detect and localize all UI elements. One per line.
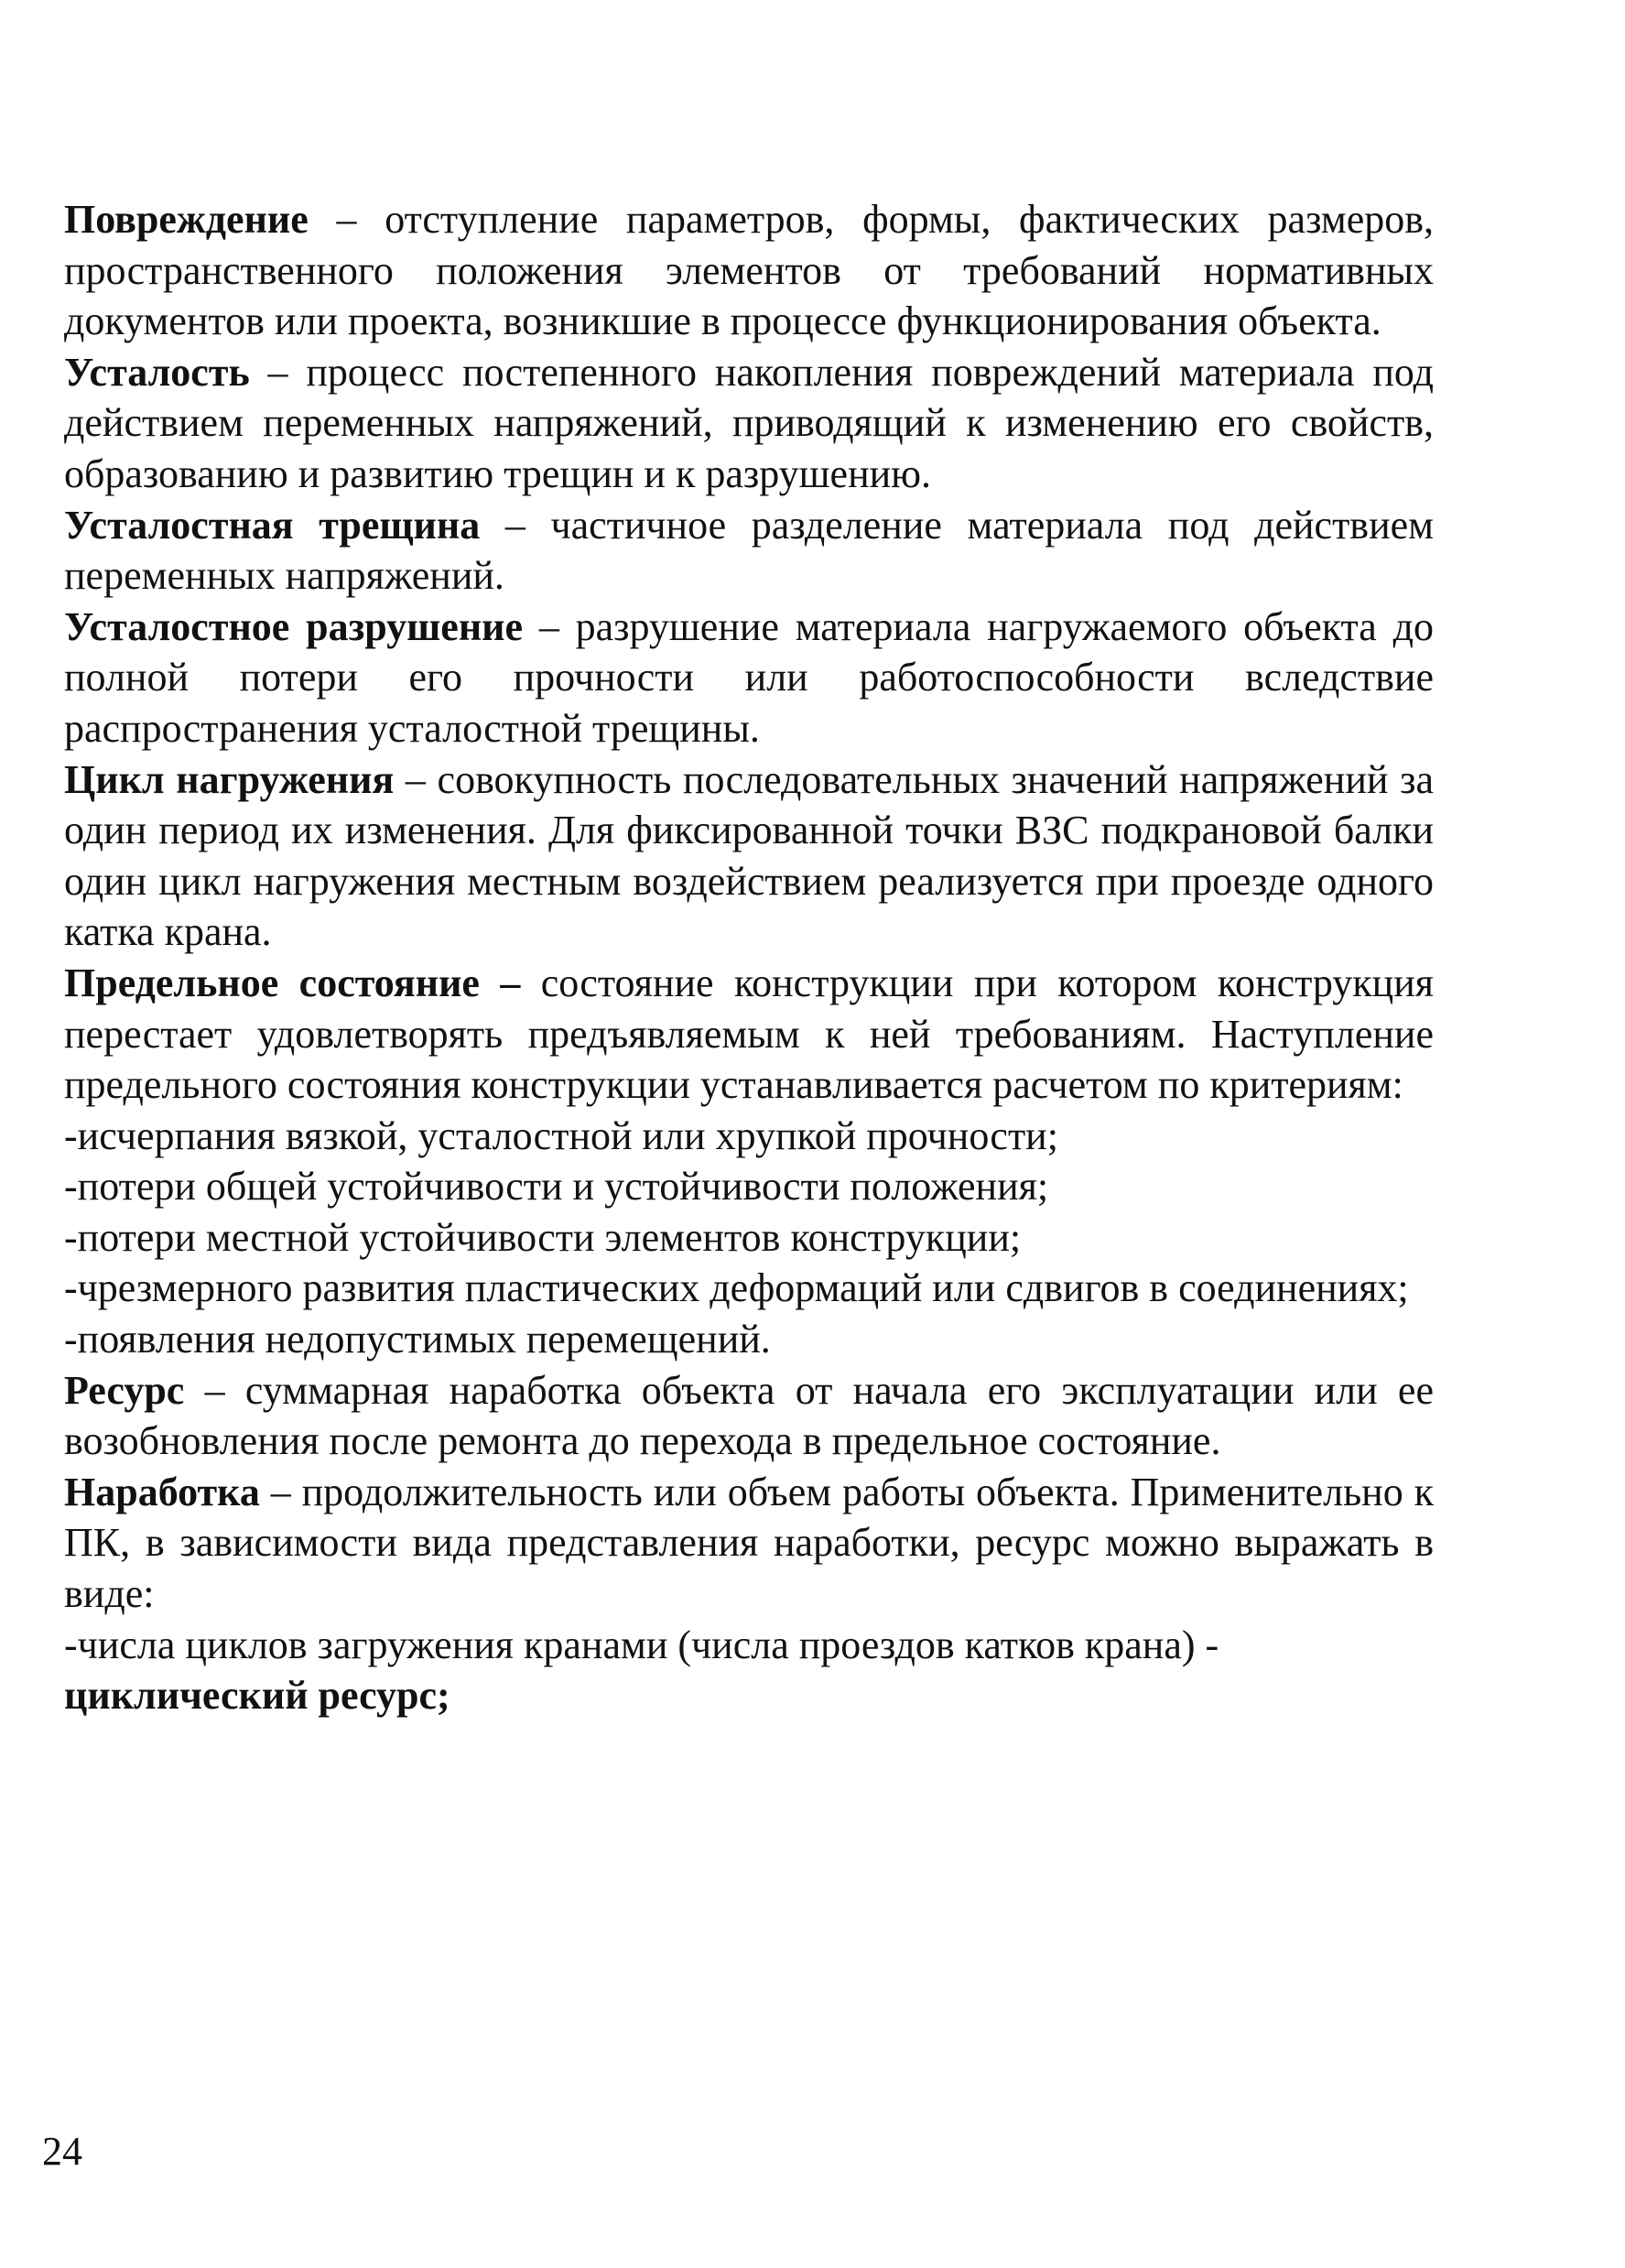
definition-operating-time-text: – продолжительность или объем работы объекта. Применительно к ПК, в зависимости вида представления наработки, ресурс можно выражать в виде: <box>64 1469 1434 1617</box>
definition-fatigue <box>64 347 1434 500</box>
definition-fatigue-failure <box>64 602 1434 754</box>
term-fatigue-crack: Усталостная трещина <box>64 502 481 548</box>
term-damage: Повреждение <box>64 197 309 242</box>
term-fatigue-failure: Усталостное разрушение <box>64 603 524 649</box>
criterion-item: -появления недопустимых перемещений. <box>64 1317 771 1362</box>
definition-resource-text: – суммарная наработка объекта от начала его эксплуатации или ее возобновления после ремонта до перехода в предельное состояние. <box>64 1367 1434 1464</box>
definition-limit-state-text: состояние конструкции при котором конструкция перестает удовлетворять предъявляемым к ней требованиям. Наступление предельного состояния конструкции устанавливается расчетом по критериям: <box>64 960 1435 1108</box>
criterion-item: -исчерпания вязкой, усталостной или хрупкой прочности; <box>64 1112 1058 1158</box>
cyclic-resource-item <box>64 1620 1434 1721</box>
definition-fatigue-failure-text: – разрушение материала нагружаемого объекта до полной потери его прочности или работоспособности вследствие распространения усталостной трещины. <box>64 603 1434 751</box>
criterion-item: -потери общей устойчивости и устойчивости положения; <box>64 1164 1049 1210</box>
document-body <box>64 194 1434 1721</box>
definition-fatigue-text: – процесс постепенного накопления повреждений материала под действием переменных напряжений, приводящий к изменению его свойств, образованию и развитию трещин и к разрушению. <box>64 349 1434 496</box>
term-load-cycle: Цикл нагружения <box>64 756 395 802</box>
definition-damage <box>64 194 1434 347</box>
definition-fatigue-crack-text: – частичное разделение материала под действием переменных напряжений. <box>64 502 1434 599</box>
definition-operating-time <box>64 1467 1434 1620</box>
term-fatigue: Усталость <box>64 349 250 395</box>
definition-fatigue-crack <box>64 500 1434 602</box>
criterion-item: -потери местной устойчивости элементов конструкции; <box>64 1214 1022 1260</box>
definition-limit-state <box>64 958 1434 1111</box>
term-cyclic-resource: циклический ресурс; <box>64 1673 450 1719</box>
definition-resource <box>64 1365 1434 1467</box>
term-limit-state: Предельное состояние – <box>64 960 521 1005</box>
term-resource: Ресурс <box>64 1367 185 1413</box>
term-operating-time: Наработка <box>64 1469 260 1514</box>
definition-load-cycle-text: – совокупность последовательных значений напряжений за один период их изменения. Для фиксированной точки ВЗС подкрановой балки один цикл нагружения местным воздействием реализуется при проезде одного катка крана. <box>64 756 1434 955</box>
page-number: 24 <box>42 2129 82 2174</box>
cyclic-resource-text: -числа циклов загружения кранами (числа проездов катков крана) - <box>64 1622 1219 1667</box>
criterion-item: -чрезмерного развития пластических деформаций или сдвигов в соединениях; <box>64 1265 1409 1311</box>
definition-damage-text: – отступление параметров, формы, фактических размеров, пространственного положения элементов от требований нормативных документов или проекта, возникшие в процессе функционирования объекта. <box>64 197 1434 344</box>
definition-load-cycle <box>64 754 1434 958</box>
